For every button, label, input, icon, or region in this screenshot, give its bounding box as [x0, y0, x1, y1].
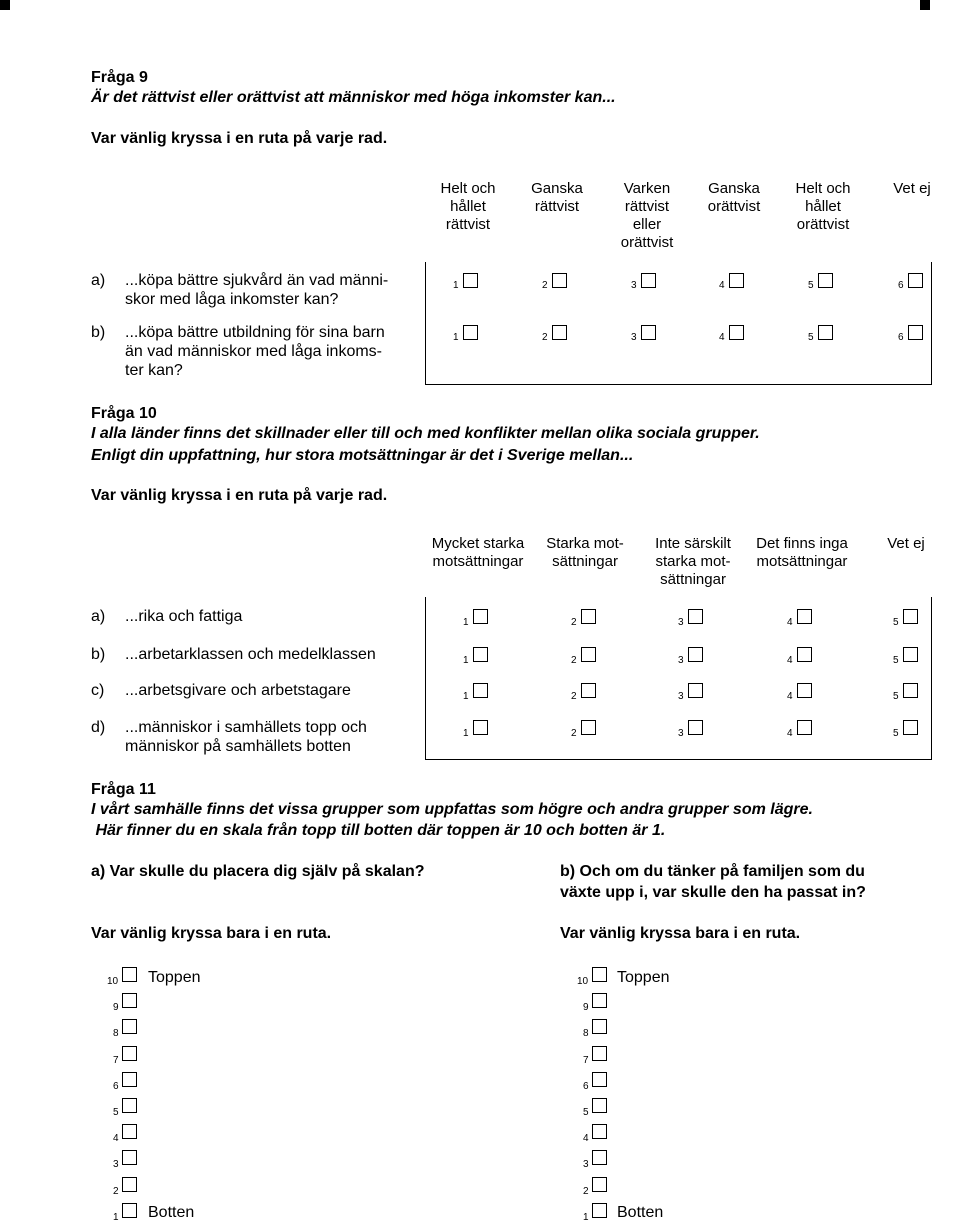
q9-title: Fråga 9 [91, 69, 148, 86]
q10-row-text-line: människor på samhällets botten [125, 738, 351, 755]
q10-row-label [91, 718, 421, 758]
q11-title: Fråga 11 [91, 781, 156, 798]
q9-answer-checkbox[interactable] [552, 273, 567, 288]
corner-mark-right [920, 0, 930, 10]
q9-row-text-line: ...köpa bättre sjukvård än vad männi- [125, 272, 389, 289]
q11-a-scale-number: 3 [113, 1159, 119, 1170]
q10-column-header [530, 535, 640, 571]
q10-column-header [423, 535, 533, 571]
q10-answer-checkbox[interactable] [581, 683, 596, 698]
q9-answer-checkbox[interactable] [463, 273, 478, 288]
q11-b-scale-checkbox[interactable] [592, 1046, 607, 1061]
q10-answer-checkbox[interactable] [473, 609, 488, 624]
q10-column-header-line: motsättningar [432, 553, 524, 570]
q9-answer-checkbox[interactable] [463, 325, 478, 340]
q10-answer-checkbox[interactable] [903, 609, 918, 624]
q10-option-number: 3 [678, 617, 684, 628]
q11-b-scale-checkbox[interactable] [592, 1072, 607, 1087]
q10-option-number: 1 [463, 655, 469, 666]
q11-a-scale-checkbox[interactable] [122, 1177, 137, 1192]
q9-row-label [91, 323, 421, 383]
q9-column-header-line: orättvist [796, 216, 850, 233]
q9-answer-checkbox[interactable] [729, 273, 744, 288]
q10-row-text [125, 681, 351, 700]
q9-option-number: 3 [631, 280, 637, 291]
q11-b-scale-number: 5 [583, 1107, 589, 1118]
q10-column-header-line: Inte särskilt [655, 535, 731, 552]
q10-row-text-line: ...människor i samhällets topp och [125, 719, 367, 736]
q11-question-line-2: Här finner du en skala från topp till botten där toppen är 10 och botten är 1. [91, 822, 666, 839]
q9-row-text-line: än vad människor med låga inkoms- [125, 343, 383, 360]
q9-option-number: 2 [542, 332, 548, 343]
q11-b-scale-number: 6 [583, 1081, 589, 1092]
q10-option-number: 4 [787, 655, 793, 666]
q10-answer-checkbox[interactable] [797, 647, 812, 662]
q10-option-number: 5 [893, 655, 899, 666]
q9-column-header-line: Ganska [708, 180, 760, 197]
q9-row-label [91, 271, 421, 331]
q10-answer-checkbox[interactable] [903, 720, 918, 735]
q10-column-header-line: motsättningar [756, 553, 848, 570]
q11-a-scale-checkbox[interactable] [122, 1150, 137, 1165]
q11-a-scale-checkbox[interactable] [122, 1019, 137, 1034]
q10-row-text [125, 607, 242, 626]
q9-answer-checkbox[interactable] [729, 325, 744, 340]
q10-option-number: 5 [893, 691, 899, 702]
q10-answer-checkbox[interactable] [797, 683, 812, 698]
q10-answer-checkbox[interactable] [473, 647, 488, 662]
q10-answer-checkbox[interactable] [473, 720, 488, 735]
q11-b-top-label: Toppen [617, 969, 670, 986]
q11-a-scale-checkbox[interactable] [122, 1046, 137, 1061]
q11-part-b-heading-line-1: b) Och om du tänker på familjen som du [560, 863, 865, 880]
q10-column-header-line: Starka mot- [546, 535, 624, 552]
q10-answer-checkbox[interactable] [688, 720, 703, 735]
q9-option-number: 5 [808, 280, 814, 291]
q11-part-a-heading: a) Var skulle du placera dig själv på skalan? [91, 863, 425, 880]
q9-option-number: 2 [542, 280, 548, 291]
q9-answer-checkbox[interactable] [641, 273, 656, 288]
q11-b-scale-number: 3 [583, 1159, 589, 1170]
q10-answer-checkbox[interactable] [688, 647, 703, 662]
q10-row-label [91, 607, 421, 647]
q10-question-line-2: Enligt din uppfattning, hur stora motsättningar är det i Sverige mellan... [91, 447, 634, 464]
q11-a-scale-checkbox[interactable] [122, 993, 137, 1008]
q10-column-header-line: sättningar [660, 571, 726, 588]
q10-answer-checkbox[interactable] [688, 609, 703, 624]
q10-option-number: 1 [463, 728, 469, 739]
q10-column-header-line: Vet ej [887, 535, 925, 552]
q11-b-scale-checkbox[interactable] [592, 1203, 607, 1218]
q11-question-line-1: I vårt samhälle finns det vissa grupper som uppfattas som högre och andra grupper som lägre. [91, 801, 813, 818]
q11-b-scale-checkbox[interactable] [592, 993, 607, 1008]
q10-row-text-line: ...rika och fattiga [125, 608, 243, 625]
q11-a-scale-checkbox[interactable] [122, 1072, 137, 1087]
q11-a-scale-number: 2 [113, 1186, 119, 1197]
q11-b-scale-number: 8 [583, 1028, 589, 1039]
q11-b-bottom-label: Botten [617, 1204, 664, 1221]
q9-answer-checkbox[interactable] [641, 325, 656, 340]
q11-b-scale-number: 1 [583, 1212, 589, 1223]
q10-option-number: 4 [787, 691, 793, 702]
q10-column-header-line: Det finns inga [756, 535, 848, 552]
q10-title: Fråga 10 [91, 405, 157, 422]
q10-row-label [91, 645, 421, 685]
q9-instruction: Var vänlig kryssa i en ruta på varje rad. [91, 130, 388, 147]
q10-question-line-1: I alla länder finns det skillnader eller till och med konflikter mellan olika sociala grupper. [91, 425, 760, 442]
q11-part-b-instruction: Var vänlig kryssa bara i en ruta. [560, 925, 801, 942]
q11-a-scale-checkbox[interactable] [122, 1124, 137, 1139]
q10-option-number: 2 [571, 617, 577, 628]
q10-row-text [125, 718, 367, 756]
corner-mark-left [0, 0, 10, 10]
q10-instruction: Var vänlig kryssa i en ruta på varje rad. [91, 487, 388, 504]
q10-option-number: 3 [678, 728, 684, 739]
q11-b-scale-number: 2 [583, 1186, 589, 1197]
q10-option-number: 2 [571, 691, 577, 702]
q11-part-a-instruction: Var vänlig kryssa bara i en ruta. [91, 925, 332, 942]
q9-row-letter: b) [91, 324, 106, 341]
q10-answer-checkbox[interactable] [903, 683, 918, 698]
q11-b-scale-checkbox[interactable] [592, 1124, 607, 1139]
q10-row-text [125, 645, 376, 664]
q11-a-scale-checkbox[interactable] [122, 967, 137, 982]
q11-a-scale-number: 6 [113, 1081, 119, 1092]
q10-row-text-line: ...arbetsgivare och arbetstagare [125, 682, 351, 699]
q11-a-scale-number: 8 [113, 1028, 119, 1039]
q9-column-header-line: eller [632, 216, 662, 233]
q9-option-number: 6 [898, 332, 904, 343]
q9-answer-frame [425, 262, 932, 385]
q10-answer-checkbox[interactable] [797, 720, 812, 735]
q9-column-header-line: hållet [450, 198, 486, 215]
q9-column-header-line: Vet ej [893, 180, 931, 197]
q10-answer-checkbox[interactable] [473, 683, 488, 698]
q10-answer-checkbox[interactable] [581, 609, 596, 624]
q10-option-number: 4 [787, 728, 793, 739]
q9-column-header-line: Helt och [795, 180, 851, 197]
q10-answer-checkbox[interactable] [903, 647, 918, 662]
q11-b-scale-number: 9 [583, 1002, 589, 1013]
q9-column-header-line: rättvist [624, 198, 670, 215]
q10-row-letter: b) [91, 646, 106, 663]
q9-answer-checkbox[interactable] [908, 273, 923, 288]
q9-row-text-line: ...köpa bättre utbildning för sina barn [125, 324, 385, 341]
q11-a-scale-checkbox[interactable] [122, 1098, 137, 1113]
q9-question: Är det rättvist eller orättvist att människor med höga inkomster kan... [91, 89, 616, 106]
q11-a-top-label: Toppen [148, 969, 201, 986]
q11-b-scale-checkbox[interactable] [592, 1019, 607, 1034]
q9-option-number: 1 [453, 280, 459, 291]
q9-column-header-line: rättvist [534, 198, 580, 215]
q10-column-header [851, 535, 960, 553]
q11-a-scale-checkbox[interactable] [122, 1203, 137, 1218]
q10-option-number: 5 [893, 617, 899, 628]
q9-column-header-line: rättvist [445, 216, 491, 233]
q11-b-scale-number: 4 [583, 1133, 589, 1144]
q10-option-number: 2 [571, 655, 577, 666]
q10-column-header [638, 535, 748, 589]
q10-option-number: 3 [678, 655, 684, 666]
q10-option-number: 1 [463, 617, 469, 628]
q10-option-number: 3 [678, 691, 684, 702]
q9-column-header-line: hållet [805, 198, 841, 215]
q10-row-letter: d) [91, 719, 106, 736]
q9-answer-checkbox[interactable] [818, 325, 833, 340]
q9-row-letter: a) [91, 272, 106, 289]
q11-b-scale-checkbox[interactable] [592, 967, 607, 982]
q10-answer-checkbox[interactable] [581, 720, 596, 735]
q11-b-scale-checkbox[interactable] [592, 1150, 607, 1165]
q11-b-scale-number: 7 [583, 1055, 589, 1066]
q10-column-header-line: Mycket starka [431, 535, 525, 552]
q9-option-number: 6 [898, 280, 904, 291]
q9-row-text [125, 323, 385, 380]
q9-answer-checkbox[interactable] [908, 325, 923, 340]
q10-column-header-line: sättningar [552, 553, 618, 570]
q11-part-b-heading-line-2: växte upp i, var skulle den ha passat in? [560, 884, 866, 901]
q11-a-scale-number: 7 [113, 1055, 119, 1066]
q10-row-letter: a) [91, 608, 106, 625]
q9-option-number: 4 [719, 332, 725, 343]
q10-option-number: 1 [463, 691, 469, 702]
q11-b-scale-checkbox[interactable] [592, 1098, 607, 1113]
q11-b-scale-number: 10 [577, 976, 589, 987]
q11-a-bottom-label: Botten [148, 1204, 195, 1221]
q10-answer-checkbox[interactable] [581, 647, 596, 662]
q10-row-letter: c) [91, 682, 105, 699]
q9-column-header-line: orättvist [620, 234, 674, 251]
q11-a-scale-number: 1 [113, 1212, 119, 1223]
q9-row-text [125, 271, 388, 309]
q9-row-text-line: skor med låga inkomster kan? [125, 291, 339, 308]
q11-a-scale-number: 10 [107, 976, 119, 987]
q9-column-header [857, 180, 960, 198]
q9-option-number: 1 [453, 332, 459, 343]
q11-a-scale-number: 4 [113, 1133, 119, 1144]
q9-answer-checkbox[interactable] [818, 273, 833, 288]
q10-column-header [747, 535, 857, 571]
q10-answer-checkbox[interactable] [797, 609, 812, 624]
q9-column-header-line: orättvist [707, 198, 761, 215]
q9-column-header-line: Varken [623, 180, 671, 197]
q9-column-header-line: Ganska [531, 180, 583, 197]
q9-column-header-line: Helt och [440, 180, 496, 197]
q10-row-text-line: ...arbetarklassen och medelklassen [125, 646, 376, 663]
q9-option-number: 4 [719, 280, 725, 291]
q11-a-scale-number: 5 [113, 1107, 119, 1118]
q9-option-number: 3 [631, 332, 637, 343]
q10-option-number: 2 [571, 728, 577, 739]
q9-row-text-line: ter kan? [125, 362, 183, 379]
q10-option-number: 4 [787, 617, 793, 628]
q10-answer-checkbox[interactable] [688, 683, 703, 698]
q10-option-number: 5 [893, 728, 899, 739]
q11-a-scale-number: 9 [113, 1002, 119, 1013]
q11-b-scale-checkbox[interactable] [592, 1177, 607, 1192]
q10-column-header-line: starka mot- [655, 553, 731, 570]
q9-answer-checkbox[interactable] [552, 325, 567, 340]
q9-option-number: 5 [808, 332, 814, 343]
q10-row-label [91, 681, 421, 721]
